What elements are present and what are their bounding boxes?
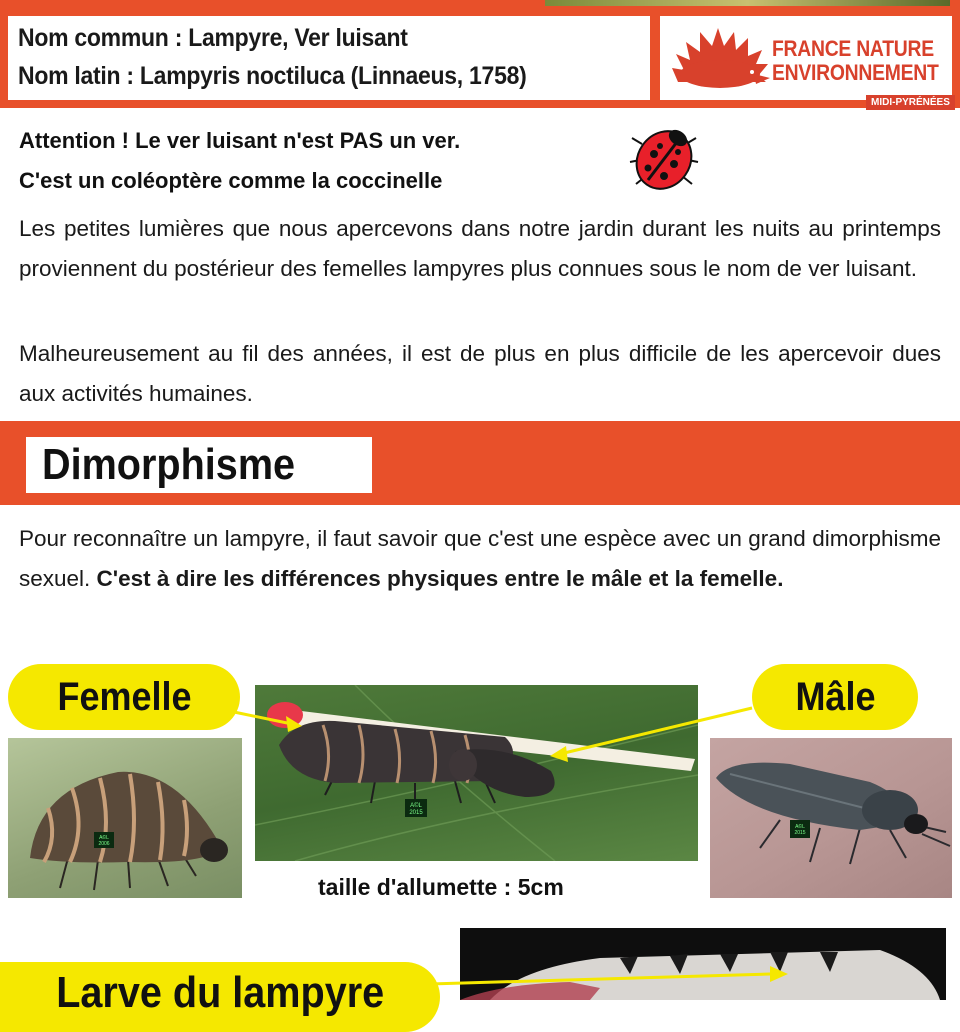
male-arrow-icon <box>550 708 752 762</box>
top-photo-strip <box>545 0 950 6</box>
female-photo-watermark-line1: A©L <box>99 835 109 841</box>
logo-text-line2: ENVIRONNEMENT <box>772 60 939 85</box>
dimorphism-text-bold: C'est à dire les différences physiques entre le mâle et la femelle. <box>96 566 784 591</box>
larva-label: Larve du lampyre <box>0 962 440 1032</box>
male-photo-watermark-line1: A©L <box>795 824 805 830</box>
ladybug-icon <box>628 124 700 194</box>
match-size-caption: taille d'allumette : 5cm <box>318 874 564 900</box>
female-photo-watermark-line2: 2006 <box>98 841 110 847</box>
latin-name: Nom latin : Lampyris noctiluca (Linnaeus, 1758) <box>18 62 527 90</box>
larva-arrow-icon <box>430 956 800 996</box>
male-label: Mâle <box>752 664 918 730</box>
section-title-box <box>26 437 372 493</box>
fne-logo <box>660 16 952 100</box>
logo-text-line1: FRANCE NATURE <box>772 36 934 61</box>
dimorphism-paragraph <box>19 519 941 599</box>
pointer-arrows <box>0 650 960 770</box>
female-label: Femelle <box>8 664 240 730</box>
hedgehog-logo-icon <box>668 24 772 94</box>
attention-line1: Attention ! Le ver luisant n'est PAS un ver. <box>19 128 461 153</box>
male-photo-watermark-line2: 2015 <box>794 830 806 836</box>
female-arrow-icon <box>234 712 302 732</box>
logo-region-badge: MIDI-PYRÉNÉES <box>866 95 955 110</box>
intro-paragraph-1: Les petites lumières que nous apercevons dans notre jardin durant les nuits au printemps proviennent du postérieur des femelles lampyres plus connues sous le nom de ver luisant. <box>19 216 941 281</box>
dimorphism-text-plain: Pour reconnaître un lampyre, il faut savoir que c'est une espèce avec un grand dimorphisme sexuel. <box>19 526 941 591</box>
common-name: Nom commun : Lampyre, Ver luisant <box>18 24 408 52</box>
attention-line2: C'est un coléoptère comme la coccinelle <box>19 168 443 193</box>
intro-paragraph-2: Malheureusement au fil des années, il est de plus en plus difficile de les apercevoir dues aux activités humaines. <box>19 341 941 406</box>
species-names-box <box>8 16 650 100</box>
section-title: Dimorphisme <box>42 440 296 489</box>
comparison-photo-watermark-line1: A©L <box>410 803 422 809</box>
comparison-photo-watermark-line2: 2015 <box>409 810 423 816</box>
